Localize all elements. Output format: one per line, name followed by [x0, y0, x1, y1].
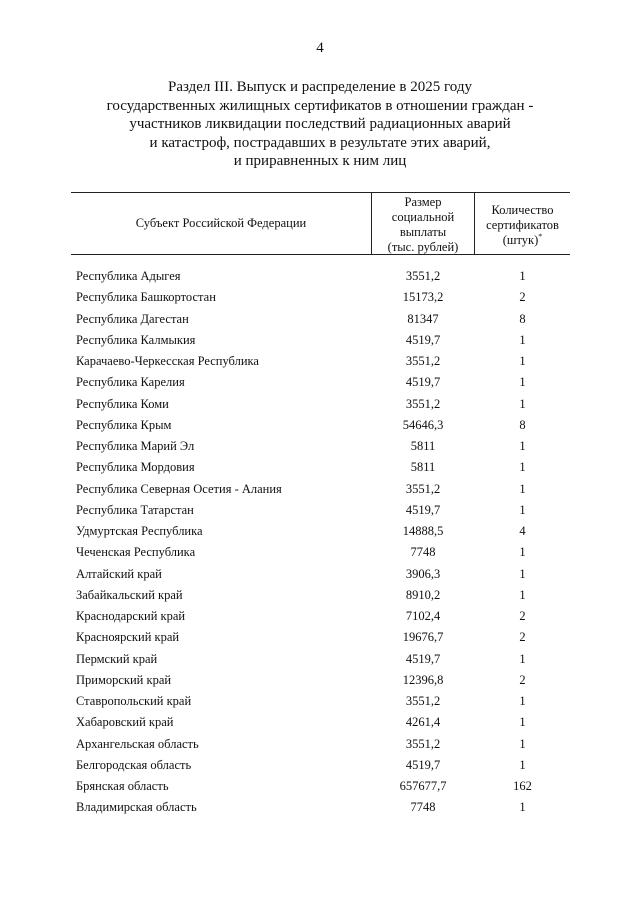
cell-payment: 7748	[410, 545, 436, 560]
cell-payment: 4519,7	[405, 757, 441, 772]
cell-payment: 4519,7	[405, 375, 441, 390]
cell-count: 1	[519, 439, 526, 453]
cell-subject: Забайкальский край	[76, 587, 183, 602]
cell-subject: Красноярский край	[76, 630, 180, 645]
column-header-count	[475, 203, 570, 248]
cell-count: 1	[519, 502, 526, 517]
cell-count: 1	[519, 736, 526, 751]
cell-subject: Ставропольский край	[76, 694, 192, 708]
table-row	[0, 649, 640, 670]
table-top-rule	[71, 192, 570, 193]
cell-payment: 3551,2	[405, 736, 441, 751]
cell-count: 1	[519, 269, 526, 283]
cell-payment: 15173,2	[402, 290, 444, 305]
table-row	[0, 670, 640, 691]
cell-count: 1	[519, 460, 526, 475]
cell-payment: 4519,7	[405, 651, 441, 666]
table-row	[0, 797, 640, 818]
cell-count: 1	[519, 375, 526, 390]
cell-count: 1	[519, 396, 526, 411]
cell-payment: 14888,5	[402, 524, 444, 538]
cell-count: 2	[519, 609, 526, 623]
cell-count: 1	[519, 800, 526, 815]
cell-count: 162	[513, 779, 532, 793]
column-header-payment-line: Размер	[404, 195, 442, 209]
cell-count: 2	[519, 630, 526, 645]
title-line: государственных жилищных сертификатов в отношении граждан -	[106, 97, 534, 114]
title-line: Раздел III. Выпуск и распределение в 2025 году	[167, 79, 472, 95]
cell-payment: 4519,7	[405, 502, 441, 517]
cell-count: 2	[519, 672, 526, 687]
cell-subject: Республика Северная Осетия - Алания	[76, 481, 282, 496]
column-header-payment-line: социальной	[391, 210, 455, 224]
cell-payment: 3551,2	[405, 269, 441, 283]
table-row	[0, 351, 640, 372]
table-row	[0, 436, 640, 457]
cell-payment: 4519,7	[405, 332, 441, 347]
cell-count: 1	[519, 715, 526, 730]
table-row	[0, 564, 640, 585]
cell-payment: 657677,7	[399, 779, 447, 793]
title-line: участников ликвидации последствий радиационных аварий	[129, 116, 511, 133]
cell-subject: Приморский край	[76, 672, 172, 687]
cell-payment: 12396,8	[402, 672, 444, 687]
cell-payment: 3551,2	[405, 481, 441, 496]
table-row	[0, 500, 640, 521]
table-row	[0, 372, 640, 393]
cell-subject: Республика Адыгея	[76, 269, 181, 283]
cell-subject: Республика Коми	[76, 396, 169, 411]
table-row	[0, 712, 640, 733]
table-row	[0, 457, 640, 478]
column-header-count-unit: (штук)	[502, 233, 539, 247]
table-row	[0, 415, 640, 436]
table-row	[0, 521, 640, 542]
table-row	[0, 734, 640, 755]
cell-subject: Владимирская область	[76, 800, 197, 815]
cell-payment: 3551,2	[405, 694, 441, 708]
cell-subject: Республика Дагестан	[76, 311, 189, 326]
cell-count: 1	[519, 694, 526, 708]
table-row	[0, 585, 640, 606]
cell-count: 1	[519, 481, 526, 496]
column-header-payment-line: выплаты	[399, 225, 447, 239]
column-header-count-line	[475, 233, 570, 248]
cell-payment: 3551,2	[405, 354, 441, 368]
cell-payment: 5811	[410, 460, 436, 475]
cell-subject: Республика Мордовия	[76, 460, 195, 475]
cell-subject: Республика Калмыкия	[76, 332, 196, 347]
cell-payment: 19676,7	[402, 630, 444, 645]
cell-subject: Архангельская область	[76, 736, 199, 751]
table-row	[0, 691, 640, 712]
cell-subject: Республика Карелия	[76, 375, 185, 390]
column-header-count-line: Количество	[491, 203, 554, 217]
cell-payment: 4261,4	[405, 715, 441, 730]
cell-subject: Удмуртская Республика	[76, 524, 203, 538]
cell-payment: 3551,2	[405, 396, 441, 411]
table-body	[0, 266, 640, 819]
cell-payment: 54646,3	[402, 417, 444, 432]
cell-payment: 8910,2	[405, 587, 441, 602]
cell-count: 1	[519, 354, 526, 368]
table-row	[0, 479, 640, 500]
cell-count: 8	[519, 417, 526, 432]
cell-subject: Республика Крым	[76, 417, 172, 432]
column-header-count-line: сертификатов	[486, 218, 559, 232]
cell-subject: Брянская область	[76, 779, 169, 793]
table-row	[0, 542, 640, 563]
table-header-rule	[71, 254, 570, 255]
cell-subject: Республика Башкортостан	[76, 290, 216, 305]
table-row	[0, 627, 640, 648]
cell-subject: Чеченская Республика	[76, 545, 196, 560]
cell-count: 1	[519, 587, 526, 602]
title-line: и приравненных к ним лиц	[233, 153, 407, 170]
cell-count: 2	[519, 290, 526, 305]
title-line: и катастроф, пострадавших в результате этих аварий,	[149, 134, 491, 151]
table-row	[0, 776, 640, 797]
cell-payment: 5811	[410, 439, 436, 453]
page-number: 4	[316, 40, 324, 56]
column-header-subject: Субъект Российской Федерации	[135, 216, 307, 230]
cell-payment: 7748	[410, 800, 436, 815]
table-row	[0, 266, 640, 287]
footnote-mark: *	[538, 231, 543, 241]
cell-subject: Белгородская область	[76, 757, 192, 772]
cell-count: 1	[519, 651, 526, 666]
table-row	[0, 394, 640, 415]
cell-count: 1	[519, 332, 526, 347]
cell-payment: 81347	[407, 311, 439, 326]
cell-payment: 3906,3	[405, 566, 441, 581]
cell-subject: Краснодарский край	[76, 609, 186, 623]
table-row	[0, 287, 640, 308]
cell-count: 1	[519, 566, 526, 581]
cell-subject: Республика Марий Эл	[76, 439, 195, 453]
table-row	[0, 606, 640, 627]
section-title	[80, 78, 560, 171]
cell-subject: Карачаево-Черкесская Республика	[76, 354, 259, 368]
table-row	[0, 755, 640, 776]
cell-payment: 7102,4	[405, 609, 441, 623]
table-row	[0, 330, 640, 351]
cell-count: 1	[519, 545, 526, 560]
cell-subject: Хабаровский край	[76, 715, 174, 730]
cell-subject: Республика Татарстан	[76, 502, 194, 517]
cell-subject: Пермский край	[76, 651, 158, 666]
cell-count: 8	[519, 311, 526, 326]
table-row	[0, 309, 640, 330]
cell-count: 4	[519, 524, 526, 538]
column-header-payment-line: (тыс. рублей)	[387, 240, 459, 254]
cell-count: 1	[519, 757, 526, 772]
column-header-payment	[372, 195, 474, 255]
cell-subject: Алтайский край	[76, 566, 162, 581]
